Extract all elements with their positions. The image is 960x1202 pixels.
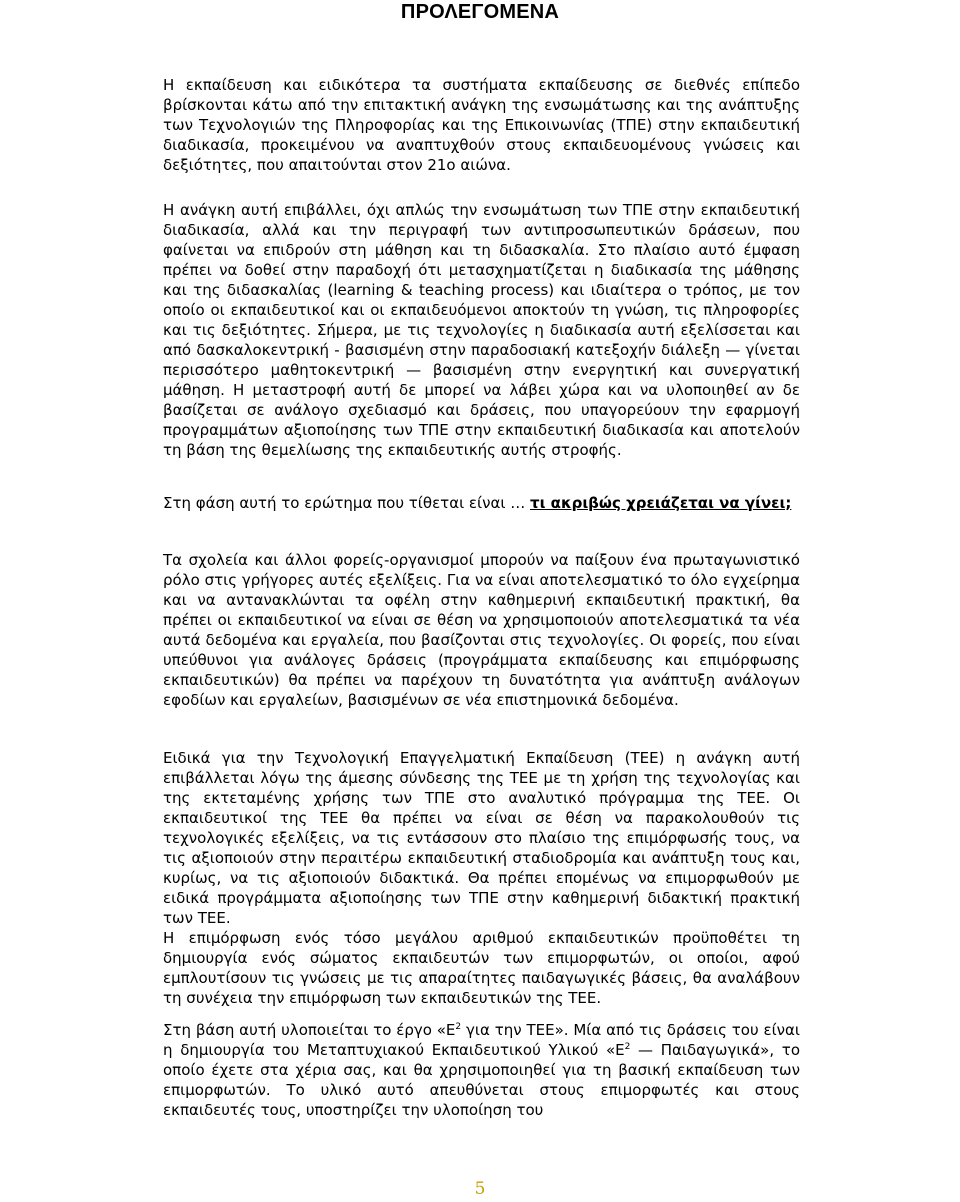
project-text-part3: — Παιδαγωγικά», το οποίο έχετε στα χέρια σας, και θα χρησιμοποιηθεί για τη βασική εκπαίδευση των επιμορφωτών. Το υλικό αυτό απευθύνεται στους επιμορφωτές και στους εκπαιδευτές τους, υποστηρίζει την υλοποίηση του: [163, 1041, 800, 1119]
paragraph-tee-need: Ειδικά για την Τεχνολογική Επαγγελματική Εκπαίδευση (ΤΕΕ) η ανάγκη αυτή επιβάλλεται λόγω της άμεσης σύνδεσης της ΤΕΕ με τη χρήση της τεχνολογίας και της εκτεταμένης χρήσης των ΤΠΕ στο αναλυτικό πρόγραμμα της ΤΕΕ. Οι εκπαιδευτικοί της ΤΕΕ θα πρέπει να είναι σε θέση να παρακολουθούν τις τεχνολογικές εξελίξεις, να τις εντάσσουν στο πλαίσιο της επιμόρφωσής τους, να τις αξιοποιούν στην περαιτέρω εκπαιδευτική σταδιοδρομία και ανάπτυξη τους και, κυρίως, να τις αξιοποιούν διδακτικά. Θα πρέπει επομένως να επιμορφωθούν με ειδικά προγράμματα αξιοποίησης των ΤΠΕ στην καθημερινή διδακτική πρακτική των ΤΕΕ.: [163, 749, 800, 927]
project-text-part2: για την ΤΕΕ». Μία από τις δράσεις του είναι η δημιουργία του Μεταπτυχιακού Εκπαιδευτικού Υλικού «Ε: [163, 1021, 800, 1059]
paragraph-intro: Η εκπαίδευση και ειδικότερα τα συστήματα εκπαίδευσης σε διεθνές επίπεδο βρίσκονται κάτω από την επιτακτική ανάγκη της ενσωμάτωσης και της ανάπτυξης των Τεχνολογιών της Πληροφορίας και της Επικοινωνίας (ΤΠΕ) στην εκπαιδευτική διαδικασία, προκειμένου να αναπτυχθούν στους εκπαιδευομένους γνώσεις και δεξιότητες, που απαιτούνται στον 21ο αιώνα.: [163, 76, 800, 174]
question-lead: Στη φάση αυτή το ερώτημα που τίθεται είναι …: [163, 494, 530, 512]
page-number: 5: [474, 1179, 486, 1199]
paragraph-tee: [163, 748, 800, 1008]
superscript-2: 2: [455, 1022, 462, 1032]
question-emphasis: τι ακριβώς χρειάζεται να γίνει;: [530, 494, 792, 512]
project-text-part1: Στη βάση αυτή υλοποιείται το έργο «Ε: [163, 1021, 456, 1039]
paragraph-need: Η ανάγκη αυτή επιβάλλει, όχι απλώς την ενσωμάτωση των ΤΠΕ στην εκπαιδευτική διαδικασία, αλλά και την περιγραφή των αντιπροσωπευτικών δράσεων, που φαίνεται να επιδρούν στη μάθηση και τη διδασκαλία. Στο πλαίσιο αυτό έμφαση πρέπει να δοθεί στην παραδοχή ότι μετασχηματίζεται η διαδικασία της μάθησης και της διδασκαλίας (learning & teaching process) και ιδιαίτερα ο τρόπος, με τον οποίο οι εκπαιδευτικοί και οι εκπαιδευόμενοι αποκτούν τη γνώση, τις πληροφορίες και τις δεξιότητες. Σήμερα, με τις τεχνολογίες η διαδικασία αυτή εξελίσσεται και από δασκαλοκεντρική - βασισμένη στην παραδοσιακή κατεξοχήν διάλεξη — γίνεται περισσότερο μαθητοκεντρική — βασισμένη στην ενεργητική και συνεργατική μάθηση. Η μεταστροφή αυτή δε μπορεί να λάβει χώρα και να υλοποιηθεί αν δε βασίζεται σε ανάλογο σχεδιασμό και δράσεις, που υπαγορεύουν την εφαρμογή προγραμμάτων αξιοποίησης των ΤΠΕ στην εκπαιδευτική διαδικασία και αποτελούν τη βάση της θεμελίωσης της εκπαιδευτικής αυτής στροφής.: [163, 201, 800, 459]
page-title: ΠΡΟΛΕΓΟΜΕΝΑ: [400, 1, 560, 23]
superscript-2: 2: [624, 1042, 631, 1052]
paragraph-tee-trainers: Η επιμόρφωση ενός τόσο μεγάλου αριθμού εκπαιδευτικών προϋποθέτει τη δημιουργία ενός σώματος εκπαιδευτών των επιμορφωτών, οι οποίοι, αφού εμπλουτίσουν τις γνώσεις με τις απαραίτητες παιδαγωγικές βάσεις, θα αναλάβουν τη συνέχεια την επιμόρφωση των εκπαιδευτικών της ΤΕΕ.: [163, 929, 800, 1007]
paragraph-project: [163, 1020, 800, 1120]
paragraph-question: [163, 493, 800, 513]
paragraph-schools: Τα σχολεία και άλλοι φορείς-οργανισμοί μπορούν να παίξουν ένα πρωταγωνιστικό ρόλο στις γρήγορες αυτές εξελίξεις. Για να είναι αποτελεσματικό το όλο εγχείρημα και να αντανακλώνται τα οφέλη στην καθημερινή εκπαιδευτική πρακτική, θα πρέπει οι εκπαιδευτικοί να είναι σε θέση να χρησιμοποιούν αποτελεσματικά τα νέα αυτά δεδομένα και εργαλεία, που βασίζονται στις τεχνολογίες. Οι φορείς, που είναι υπεύθυνοι για ανάλογες δράσεις (προγράμματα εκπαίδευσης και επιμόρφωσης εκπαιδευτικών) θα πρέπει να παρέχουν τη δυνατότητα για ανάπτυξη ανάλογων εφοδίων και εργαλείων, βασισμένων σε νέα επιστημονικά δεδομένα.: [163, 551, 800, 709]
